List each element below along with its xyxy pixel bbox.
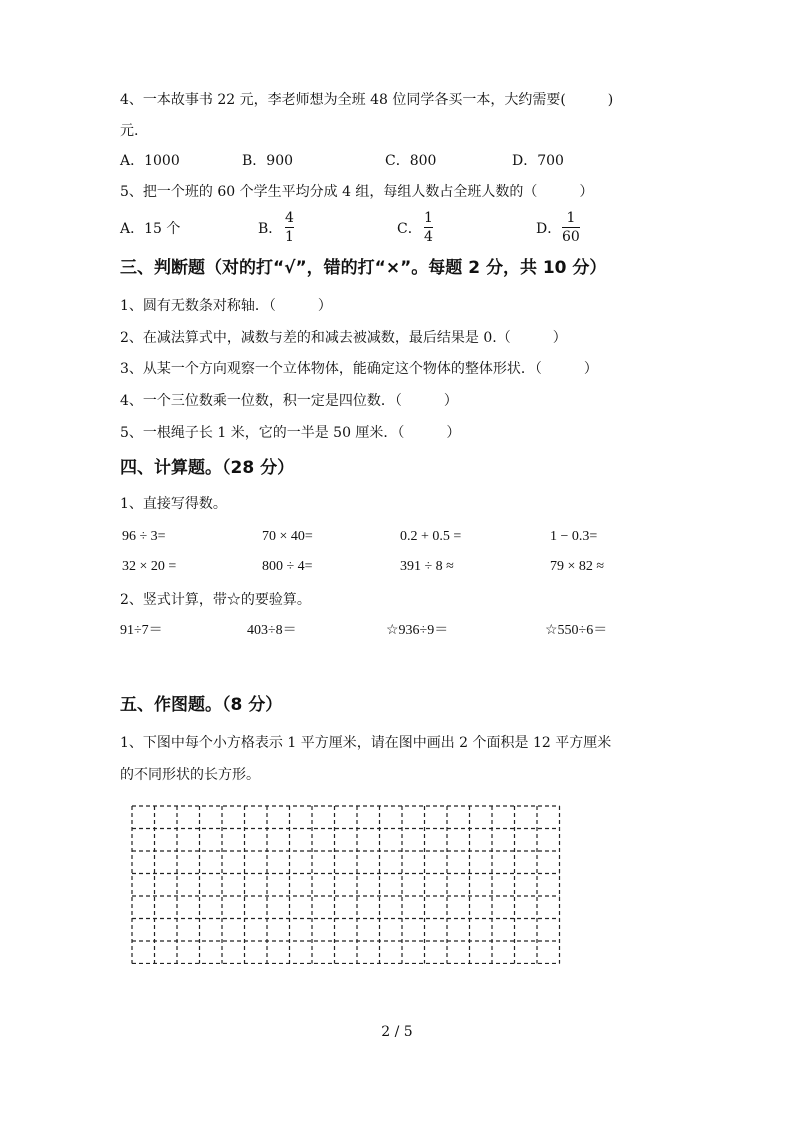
calc-item: 32 × 20 = xyxy=(122,559,177,574)
section5-text-line2: 的不同形状的长方形。 xyxy=(120,767,260,783)
judge-item-1: 1、圆有无数条对称轴．（ ） xyxy=(120,298,332,314)
calc-item: 79 × 82 ≈ xyxy=(550,559,605,574)
judge-item-3: 3、从某一个方向观察一个立体物体，能确定这个物体的整体形状．（ ） xyxy=(120,361,598,377)
fraction-bar xyxy=(285,227,294,228)
fraction-denominator: 60 xyxy=(562,229,580,245)
section4-sub1: 1、直接写得数。 xyxy=(120,496,227,512)
q5-option-b-fraction xyxy=(285,210,294,245)
section4-sub2: 2、竖式计算，带☆的要验算。 xyxy=(120,592,311,608)
calc-item: 403÷8＝ xyxy=(247,623,297,638)
calc-item: ☆936÷9＝ xyxy=(386,623,449,638)
calc-item: 1 − 0.3= xyxy=(550,529,598,544)
section5-heading: 五、作图题。（8 分） xyxy=(120,695,283,715)
fraction-numerator: 1 xyxy=(566,210,576,226)
calc-item: 0.2 + 0.5 = xyxy=(400,529,462,544)
fraction-denominator: 1 xyxy=(285,229,294,245)
q5-option-a: A．15 个 xyxy=(120,221,181,237)
judge-item-4: 4、一个三位数乘一位数，积一定是四位数．（ ） xyxy=(120,393,458,409)
calc-item: 91÷7＝ xyxy=(120,623,163,638)
q5-text: 5、把一个班的 60 个学生平均分成 4 组，每组人数占全班人数的（ ） xyxy=(120,184,594,200)
fraction-denominator: 4 xyxy=(424,229,433,245)
judge-item-5: 5、一根绳子长 1 米，它的一半是 50 厘米．（ ） xyxy=(120,425,461,441)
q4-option-c: C．800 xyxy=(385,153,437,169)
fraction-bar xyxy=(562,227,580,228)
q4-text-cont: 元. xyxy=(120,123,139,139)
q4-text: 4、一本故事书 22 元，李老师想为全班 48 位同学各买一本，大约需要( ) xyxy=(120,92,614,108)
section5-text-line1: 1、下图中每个小方格表示 1 平方厘米，请在图中画出 2 个面积是 12 平方厘米 xyxy=(120,735,612,751)
fraction-numerator: 1 xyxy=(424,210,433,226)
page-number: 2 / 5 xyxy=(381,1024,413,1040)
section4-heading: 四、计算题。（28 分） xyxy=(120,458,295,478)
q4-option-d: D．700 xyxy=(512,153,564,169)
fraction-numerator: 4 xyxy=(285,210,294,226)
calc-item: 800 ÷ 4= xyxy=(262,559,313,574)
section3-heading: 三、判断题（对的打“√”，错的打“×”。每题 2 分，共 10 分） xyxy=(120,258,607,278)
calc-item: 391 ÷ 8 ≈ xyxy=(400,559,454,574)
q4-option-b: B．900 xyxy=(242,153,294,169)
q5-option-b-label: B． xyxy=(258,221,283,237)
q5-option-d-label: D． xyxy=(536,221,562,237)
fraction-bar xyxy=(424,227,433,228)
judge-item-2: 2、在减法算式中，减数与差的和减去被减数，最后结果是 0.（ ） xyxy=(120,330,567,346)
q4-option-a: A．1000 xyxy=(120,153,180,169)
q5-option-d-fraction xyxy=(562,210,580,245)
drawing-grid[interactable] xyxy=(130,804,562,964)
calc-item: ☆550÷6＝ xyxy=(545,623,608,638)
calc-item: 70 × 40= xyxy=(262,529,313,544)
calc-item: 96 ÷ 3= xyxy=(122,529,166,544)
q5-option-c-label: C． xyxy=(397,221,422,237)
q5-option-c-fraction xyxy=(424,210,433,245)
